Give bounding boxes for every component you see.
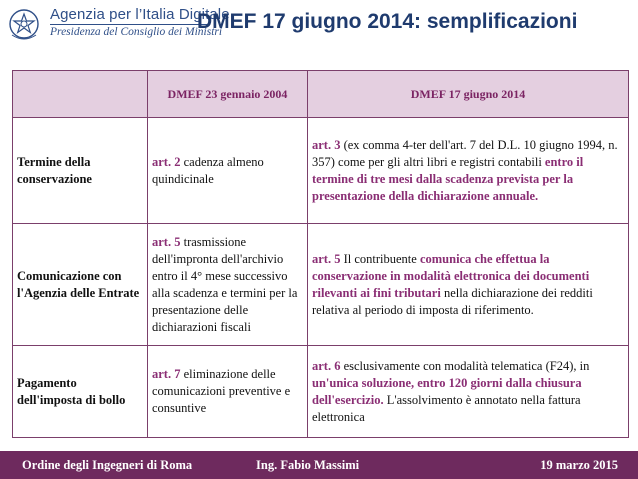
cell-text: cadenza almeno quindicinale <box>152 154 264 186</box>
column-header-2004: DMEF 23 gennaio 2004 <box>148 71 308 118</box>
table-row <box>13 346 629 438</box>
table-corner-cell <box>13 71 148 118</box>
cell-text: esclusivamente con modalità telematica (F24), in <box>340 358 590 373</box>
article-ref: art. 7 <box>152 367 181 381</box>
highlight-text: entro il termine di tre mesi dalla scadenza prevista per la presentazione della dichiarazione annuale. <box>312 154 584 203</box>
comparison-table <box>12 70 629 438</box>
cell-text: (ex comma 4-ter dell'art. 7 del D.L. 10 giugno 1994, n. 357) come per gli altri libri e registri contabili <box>312 137 618 169</box>
article-ref: art. 2 <box>152 154 181 169</box>
column-header-2014: DMEF 17 giugno 2014 <box>308 71 629 118</box>
table-row <box>13 224 629 346</box>
slide-header <box>0 0 638 56</box>
cell-2014-conservazione <box>308 118 629 224</box>
highlight-text: un'unica soluzione, entro 120 giorni dalla chiusura dell'esercizio. <box>312 375 582 407</box>
cell-2014-bollo <box>308 346 629 438</box>
article-ref: art. 3 <box>312 137 341 152</box>
agency-name: Agenzia per l’Italia Digitale <box>50 6 230 23</box>
agency-logo-text <box>50 6 230 38</box>
slide-title: DMEF 17 giugno 2014: semplificazioni <box>197 10 578 33</box>
row-label-comunicazione: Comunicazione con l'Agenzia delle Entrate <box>13 224 148 346</box>
row-label-bollo: Pagamento dell'imposta di bollo <box>13 346 148 438</box>
italian-republic-emblem-icon <box>8 5 40 43</box>
cell-2004-conservazione <box>148 118 308 224</box>
cell-text: Il contribuente <box>340 251 420 266</box>
article-ref: art. 5 <box>312 251 341 266</box>
row-label-conservazione: Termine della conservazione <box>13 118 148 224</box>
footer-organization: Ordine degli Ingegneri di Roma <box>22 458 193 472</box>
footer-bar <box>0 451 638 479</box>
table-header-row <box>13 71 629 118</box>
footer-author: Ing. Fabio Massimi <box>256 458 360 472</box>
article-ref: art. 6 <box>312 358 341 373</box>
cell-text: trasmissione dell'impronta dell'archivio entro il 4° mese successivo alla scadenza e termini per la presentazione delle dichiarazioni fiscali <box>152 234 298 334</box>
cell-2014-comunicazione <box>308 224 629 346</box>
agency-subtitle: Presidenza del Consiglio dei Ministri <box>50 26 223 38</box>
cell-2004-bollo <box>148 346 308 438</box>
footer-date: 19 marzo 2015 <box>540 458 618 472</box>
table-row <box>13 118 629 224</box>
article-ref: art. 5 <box>152 234 181 249</box>
cell-text: nella dichiarazione dei redditi relativa al periodo di imposta di riferimento. <box>312 285 593 317</box>
cell-text: eliminazione delle comunicazioni preventive e consuntive <box>152 367 291 415</box>
agency-divider <box>50 24 210 25</box>
highlight-text: comunica che effettua la conservazione in modalità elettronica dei documenti rilevanti ai fini tributari <box>312 251 590 300</box>
cell-2004-comunicazione <box>148 224 308 346</box>
cell-text: L'assolvimento è annotato nella fattura elettronica <box>312 392 581 424</box>
